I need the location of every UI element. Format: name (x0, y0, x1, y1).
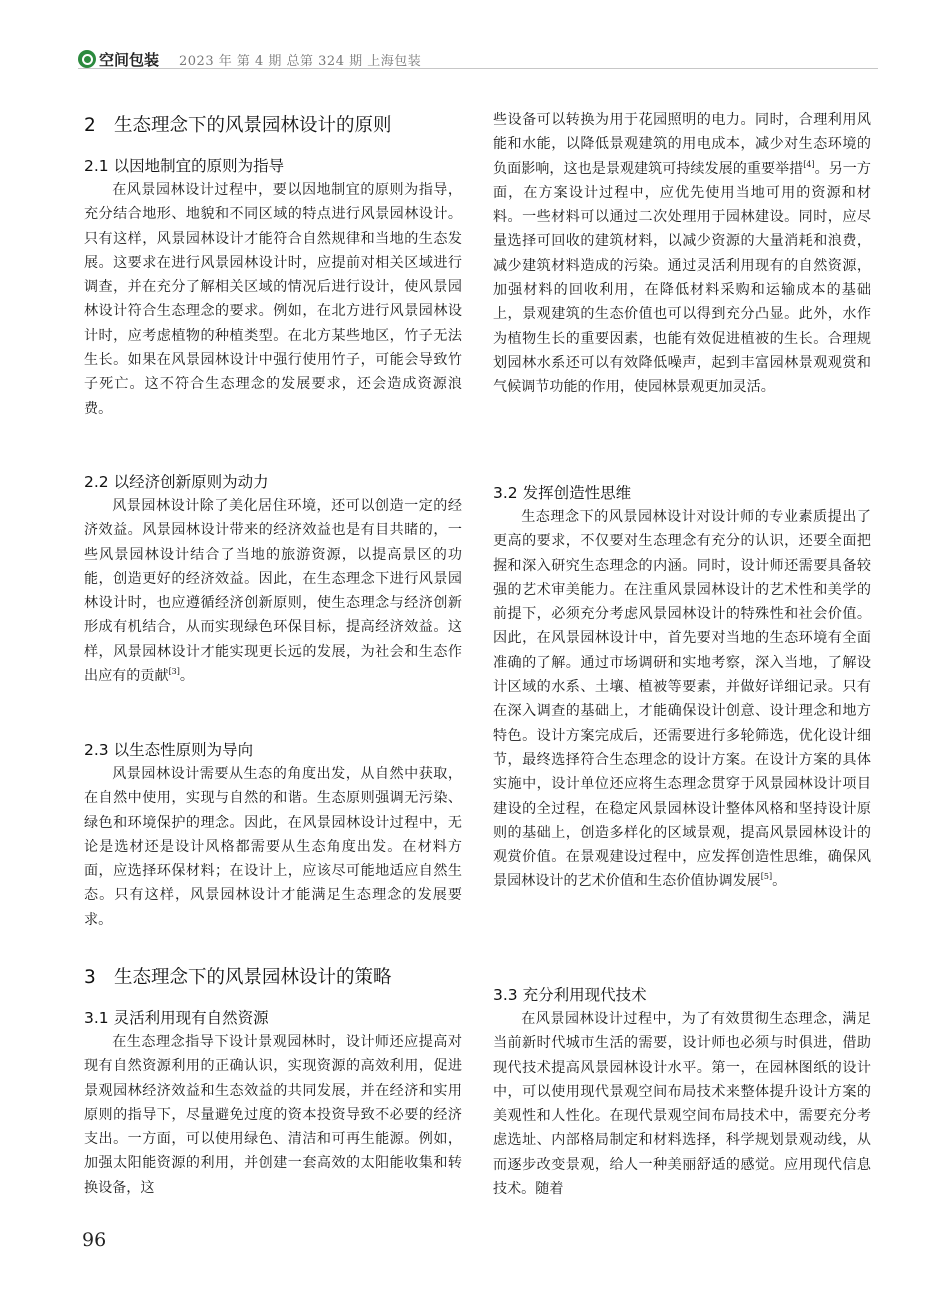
page-number: 96 (82, 1229, 107, 1251)
section-2-1-heading: 2.1 以因地制宜的原则为指导 (84, 157, 285, 175)
citation-5: [5] (760, 872, 773, 882)
section-2-2-paragraph: 风景园林设计除了美化居住环境，还可以创造一定的经济效益。风景园林设计带来的经济效益也是有目共睹的，一些风景园林设计结合了当地的旅游资源，以提高景区的功能，创造更好的经济效益。因此，在生态理念下进行风景园林设计时，也应遵循经济创新原则，使生态理念与经济创新形成有机结合，从而实现绿色环保目标，提高经济效益。这样，风景园林设计才能实现更长远的发展，为社会和生态作出应有的贡献[3]。 (84, 498, 462, 685)
citation-3: [3] (168, 667, 180, 677)
section-2-2-heading: 2.2 以经济创新原则为动力 (84, 473, 269, 491)
section-2-3-heading: 2.3 以生态性原则为导向 (84, 741, 254, 759)
section-3-2-heading: 3.2 发挥创造性思维 (493, 484, 632, 502)
journal-logo-text: 空间包装 (99, 50, 160, 69)
section-2-3-paragraph: 风景园林设计需要从生态的角度出发，从自然中获取，在自然中使用，实现与自然的和谐。生态原则强调无污染、绿色和环境保护的理念。因此，在风景园林设计过程中，无论是选材还是设计风格都需要从生态角度出发。在材料方面，应选择环保材料；在设计上，应该尽可能地适应自然生态。只有这样，风景园林设计才能满足生态理念的发展要求。 (84, 766, 462, 928)
section-3-1-heading: 3.1 灵活利用现有自然资源 (84, 1009, 269, 1027)
section-3-1-paragraph: 在生态理念指导下设计景观园林时，设计师还应提高对现有自然资源利用的正确认识，实现资源的高效利用，促进景观园林经济效益和生态效益的共同发展，并在经济和实用原则的指导下，尽量避免过度的资本投资导致不必要的经济支出。一方面，可以使用绿色、清洁和可再生能源。例如，加强太阳能资源的利用，并创建一套高效的太阳能收集和转换设备，这 (84, 1034, 462, 1196)
section-2-1-paragraph: 在风景园林设计过程中，要以因地制宜的原则为指导，充分结合地形、地貌和不同区域的特点进行风景园林设计。只有这样，风景园林设计才能符合自然规律和当地的生态发展。这要求在进行风景园林设计时，应提前对相关区域进行调查，并在充分了解相关区域的情况后进行设计，使风景园林设计符合生态理念的要求。例如，在北方进行风景园林设计时，应考虑植物的种植类型。在北方某些地区，竹子无法生长。如果在风景园林设计中强行使用竹子，可能会导致竹子死亡。这不符合生态理念的发展要求，还会造成资源浪费。 (84, 182, 462, 417)
section-3-2-paragraph: 生态理念下的风景园林设计对设计师的专业素质提出了更高的要求，不仅要对生态理念有充分的认识，还要全面把握和深入研究生态理念的内涵。同时，设计师还需要具备较强的艺术审美能力。在注重风景园林设计的艺术性和美学的前提下，必须充分考虑风景园林设计的特殊性和社会价值。因此，在风景园林设计中，首先要对当地的生态环境有全面准确的了解。通过市场调研和实地考察，深入当地，了解设计区域的水系、土壤、植被等要素，并做好详细记录。只有在深入调查的基础上，才能确保设计创意、设计理念和地方特色。设计方案完成后，还需要进行多轮筛选，优化设计细节，最终选择符合生态理念的设计方案。在设计方案的具体实施中，设计单位还应将生态理念贯穿于风景园林设计项目建设的全过程，在稳定风景园林设计整体风格和坚持设计原则的基础上，创造多样化的区域景观，提高风景园林设计的观赏价值。在景观建设过程中，应发挥创造性思维，确保风景园林设计的艺术价值和生态价值协调发展[5]。 (493, 509, 871, 890)
header-divider (78, 68, 878, 69)
running-header (78, 44, 878, 74)
journal-logo (78, 49, 159, 70)
section-3-1-continued-paragraph: 些设备可以转换为用于花园照明的电力。同时，合理利用风能和水能，以降低景观建筑的用电成本，减少对生态环境的负面影响，这也是景观建筑可持续发展的重要举措[4]。另一方面，在方案设计过程中，应优先使用当地可用的资源和材料。一些材料可以通过二次处理用于园林建设。同时，应尽量选择可回收的建筑材料，以减少资源的大量消耗和浪费，减少建筑材料造成的污染。通过灵活利用现有的自然资源，加强材料的回收利用，在降低材料采购和运输成本的基础上，景观建筑的生态价值也可以得到充分凸显。此外，水作为植物生长的重要因素，也能有效促进植被的生长。合理规划园林水系还可以有效降低噪声，起到丰富园林景观观赏和气候调节功能的作用，使园林景观更加灵活。 (493, 112, 872, 396)
issue-info: 2023 年 第 4 期 总第 324 期 上海包装 (179, 53, 422, 69)
section-3-3-heading: 3.3 充分利用现代技术 (493, 986, 647, 1004)
section-3-heading: 3 生态理念下的风景园林设计的策略 (84, 967, 392, 988)
section-3-3-paragraph: 在风景园林设计过程中，为了有效贯彻生态理念，满足当前新时代城市生活的需要，设计师也必须与时俱进，借助现代技术提高风景园林设计水平。第一，在园林图纸的设计中，可以使用现代景观空间布局技术来整体提升设计方案的美观性和人性化。在现代景观空间布局技术中，需要充分考虑选址、内部格局制定和材料选择，科学规划景观动线，从而逐步改变景观，给人一种美丽舒适的感觉。应用现代信息技术。随着 (493, 1011, 871, 1198)
citation-4: [4] (803, 159, 815, 169)
journal-logo-icon (78, 50, 96, 68)
section-2-heading: 2 生态理念下的风景园林设计的原则 (84, 115, 392, 136)
